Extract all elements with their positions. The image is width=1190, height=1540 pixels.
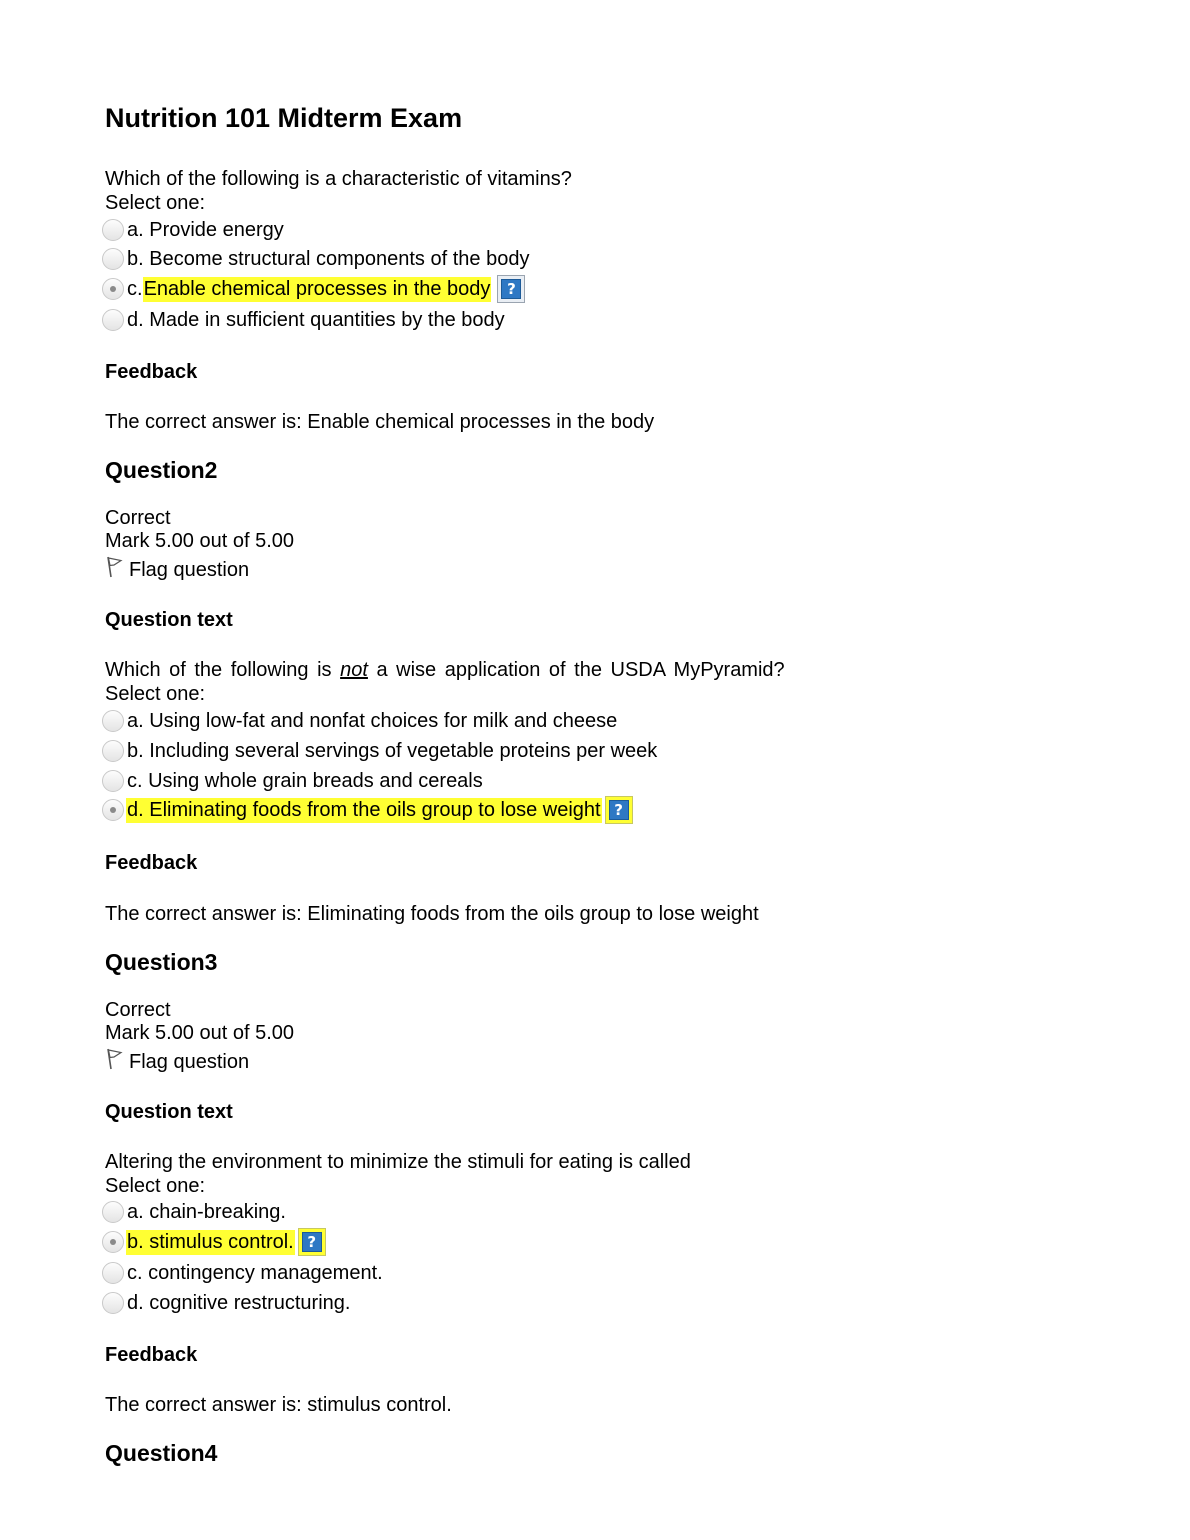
question-3-text: Altering the environment to minimize the stimuli for eating is called (105, 1151, 691, 1173)
q1-feedback-text: The correct answer is: Enable chemical processes in the body (105, 411, 655, 433)
option-label: b. Including several servings of vegetable proteins per week (127, 739, 658, 762)
q3-flag-question[interactable] (105, 1048, 249, 1074)
option-label: d. Made in sufficient quantities by the body (127, 308, 505, 331)
radio-button-checked[interactable] (102, 278, 124, 300)
q2-mark: Mark 5.00 out of 5.00 (105, 530, 295, 552)
flag-label: Flag question (129, 559, 250, 581)
question-mark-icon: ? (501, 279, 521, 299)
q2-question-text-heading: Question text (105, 609, 233, 631)
radio-button[interactable] (102, 1201, 124, 1223)
q3-question-text-heading: Question text (105, 1101, 233, 1123)
question-1-text: Which of the following is a characteristic of vitamins? (105, 168, 572, 190)
help-icon[interactable] (497, 275, 525, 303)
radio-button[interactable] (102, 1262, 124, 1284)
radio-button[interactable] (102, 770, 124, 792)
q3-option-a[interactable] (102, 1198, 287, 1226)
q1-option-a[interactable] (102, 216, 285, 244)
radio-button[interactable] (102, 219, 124, 241)
radio-button[interactable] (102, 309, 124, 331)
option-label-highlighted: d. Eliminating foods from the oils group to lose weight (127, 798, 601, 821)
radio-button[interactable] (102, 248, 124, 270)
question-4-heading: Question4 (105, 1440, 218, 1466)
option-prefix: c. (127, 277, 143, 300)
emphasized-word: not (340, 659, 368, 681)
question-3-heading: Question3 (105, 949, 218, 975)
help-icon[interactable] (298, 1228, 326, 1256)
q2-status: Correct (105, 507, 171, 529)
q1-feedback-heading: Feedback (105, 361, 198, 383)
option-label-highlighted: b. stimulus control. (127, 1230, 294, 1253)
q2-feedback-text: The correct answer is: Eliminating foods from the oils group to lose weight (105, 903, 759, 925)
flag-icon (105, 1048, 125, 1070)
page-title: Nutrition 101 Midterm Exam (105, 103, 463, 133)
radio-button[interactable] (102, 710, 124, 732)
question-mark-icon: ? (302, 1232, 322, 1252)
option-label: b. Become structural components of the body (127, 247, 530, 270)
q3-feedback-text: The correct answer is: stimulus control. (105, 1394, 452, 1416)
question-2-text (105, 659, 785, 682)
q2-option-a[interactable] (102, 707, 618, 735)
option-label: d. cognitive restructuring. (127, 1291, 351, 1314)
flag-icon (105, 556, 125, 578)
question-2-heading: Question2 (105, 457, 218, 483)
flag-label: Flag question (129, 1051, 250, 1073)
question-2-select-one: Select one: (105, 683, 206, 705)
text-part: a wise application of the USDA MyPyramid? (376, 659, 785, 681)
radio-button-checked[interactable] (102, 1231, 124, 1253)
option-label: a. Provide energy (127, 218, 284, 241)
option-label: a. Using low-fat and nonfat choices for milk and cheese (127, 709, 618, 732)
option-label: a. chain-breaking. (127, 1200, 286, 1223)
q1-option-b[interactable] (102, 245, 530, 273)
q3-status: Correct (105, 999, 171, 1021)
q3-option-c[interactable] (102, 1259, 384, 1287)
radio-button[interactable] (102, 740, 124, 762)
radio-button-checked[interactable] (102, 799, 124, 821)
help-icon[interactable] (605, 796, 633, 824)
q2-flag-question[interactable] (105, 556, 249, 582)
q3-mark: Mark 5.00 out of 5.00 (105, 1022, 295, 1044)
option-label-highlighted: Enable chemical processes in the body (143, 277, 491, 300)
q3-option-b[interactable] (102, 1228, 326, 1256)
text-part: Which of the following is (105, 659, 332, 681)
question-mark-icon: ? (609, 800, 629, 820)
option-label: c. contingency management. (127, 1261, 383, 1284)
q2-option-c[interactable] (102, 767, 484, 795)
q2-option-d[interactable] (102, 796, 633, 824)
q1-option-d[interactable] (102, 306, 506, 334)
q3-option-d[interactable] (102, 1289, 351, 1317)
q2-option-b[interactable] (102, 737, 658, 765)
q3-feedback-heading: Feedback (105, 1344, 198, 1366)
q2-feedback-heading: Feedback (105, 852, 198, 874)
question-1-select-one: Select one: (105, 192, 206, 214)
radio-button[interactable] (102, 1292, 124, 1314)
option-label: c. Using whole grain breads and cereals (127, 769, 483, 792)
question-3-select-one: Select one: (105, 1175, 206, 1197)
q1-option-c[interactable] (102, 275, 525, 303)
